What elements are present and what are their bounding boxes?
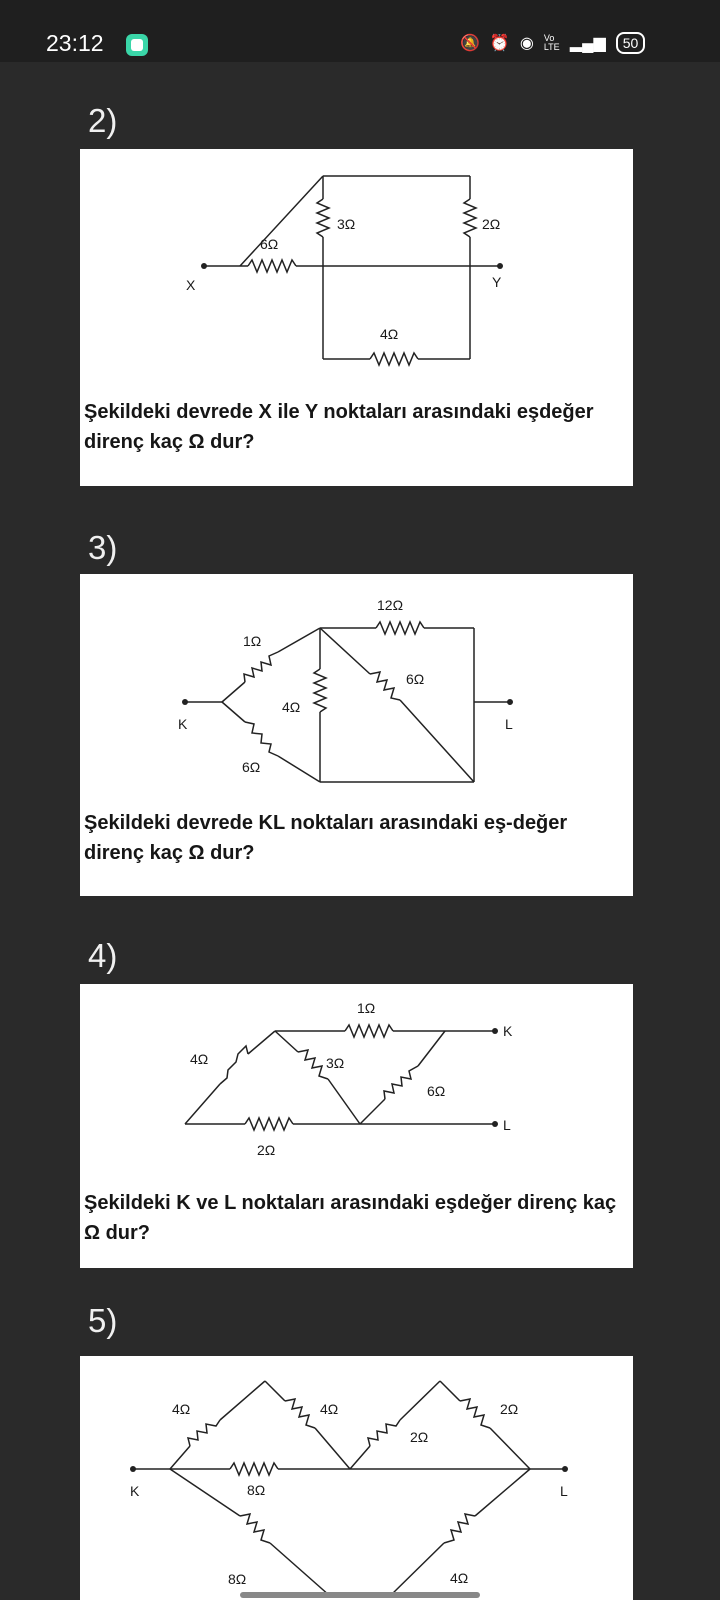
label-4-ohm-middle: 4Ω	[320, 1401, 339, 1417]
label-k: K	[503, 1023, 513, 1039]
label-4-ohm: 4Ω	[380, 326, 399, 342]
question-number-4: 4)	[88, 937, 118, 974]
question-card-4	[80, 984, 633, 1268]
label-12-ohm: 12Ω	[377, 597, 404, 613]
label-l: L	[505, 716, 513, 732]
question-number-5: 5)	[88, 1302, 118, 1339]
node-l	[507, 699, 513, 705]
label-3-ohm: 3Ω	[326, 1055, 345, 1071]
label-8-ohm-middle: 8Ω	[247, 1482, 266, 1498]
label-y: Y	[492, 274, 502, 290]
node-l	[492, 1121, 498, 1127]
label-x: X	[186, 277, 196, 293]
question-number-2: 2)	[88, 102, 118, 139]
volte-icon: Vo LTE	[543, 33, 560, 52]
label-6-ohm: 6Ω	[427, 1083, 446, 1099]
label-6-ohm-diagonal: 6Ω	[406, 671, 425, 687]
alarm-icon: ⏰	[489, 35, 510, 52]
label-2-ohm-right: 2Ω	[500, 1401, 519, 1417]
node-k	[182, 699, 188, 705]
label-l: L	[560, 1483, 568, 1499]
label-4-ohm: 4Ω	[190, 1051, 209, 1067]
label-2-ohm: 2Ω	[257, 1142, 276, 1158]
question-text-3: Şekildeki devrede KL noktaları arasındaki eş-değer direnç kaç Ω dur?	[84, 812, 568, 864]
wifi-icon: ◉	[519, 35, 534, 52]
question-card-5	[80, 1356, 633, 1600]
label-8-ohm-lower: 8Ω	[228, 1571, 247, 1587]
question-number-3: 3)	[88, 529, 118, 566]
question-text-4: Şekildeki K ve L noktaları arasındaki eşdeğer direnç kaç Ω dur?	[84, 1192, 617, 1244]
node-l	[562, 1466, 568, 1472]
status-bar	[0, 0, 720, 62]
node-k	[492, 1028, 498, 1034]
node-k	[130, 1466, 136, 1472]
label-3-ohm: 3Ω	[337, 216, 356, 232]
label-k: K	[130, 1483, 140, 1499]
battery-icon: 50	[616, 32, 646, 54]
circuit-diagram-5	[80, 1356, 633, 1600]
vibrate-icon: 🔕	[460, 35, 480, 52]
node-x	[201, 263, 207, 269]
label-4-ohm-left: 4Ω	[172, 1401, 191, 1417]
label-2-ohm-left: 2Ω	[410, 1429, 429, 1445]
home-indicator[interactable]	[240, 1592, 480, 1598]
label-6-ohm: 6Ω	[260, 236, 279, 252]
label-l: L	[503, 1117, 511, 1133]
signal-icon: ▂▄▆	[569, 35, 606, 52]
app-notification-icon	[126, 34, 148, 56]
question-card-2	[80, 149, 633, 486]
node-y	[497, 263, 503, 269]
clock: 23:12	[46, 30, 104, 56]
question-text-2: Şekildeki devrede X ile Y noktaları arasındaki eşdeğer direnç kaç Ω dur?	[84, 401, 594, 453]
status-icons	[460, 30, 645, 56]
question-card-3	[80, 574, 633, 896]
label-1-ohm: 1Ω	[243, 633, 262, 649]
label-4-ohm: 4Ω	[282, 699, 301, 715]
label-6-ohm-lower: 6Ω	[242, 759, 261, 775]
label-1-ohm: 1Ω	[357, 1000, 376, 1016]
label-2-ohm: 2Ω	[482, 216, 501, 232]
label-k: K	[178, 716, 188, 732]
label-4-ohm-lower: 4Ω	[450, 1570, 469, 1586]
